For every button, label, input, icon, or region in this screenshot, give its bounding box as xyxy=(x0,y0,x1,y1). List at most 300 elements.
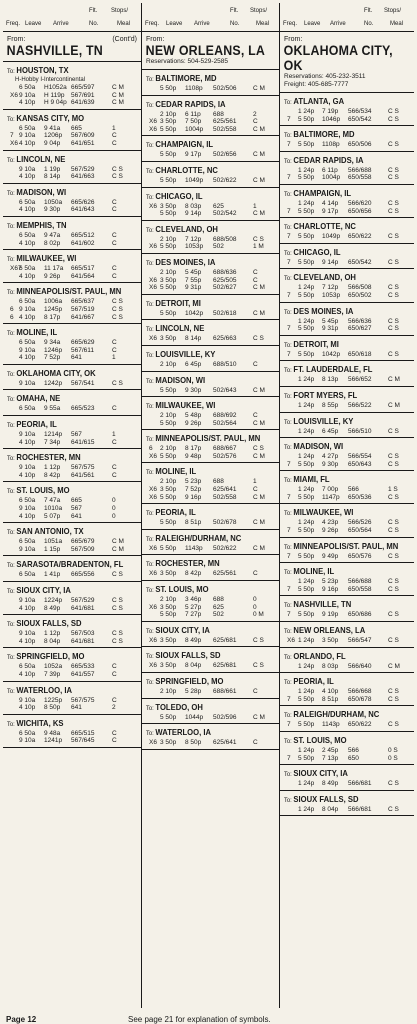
flight-flt: 567/691 xyxy=(71,91,95,99)
flight-meal: C M xyxy=(112,91,124,99)
flight-arrive: 9 31p xyxy=(185,284,202,292)
destination-block xyxy=(142,699,279,725)
flight-leave: 6 50a xyxy=(19,538,36,546)
flight-arrive: 9 48a xyxy=(44,729,61,737)
flight-row xyxy=(146,387,275,395)
flight-leave: 1 24p xyxy=(298,199,315,207)
header-flt: Flt. xyxy=(89,8,98,14)
flight-meal: C M xyxy=(253,210,265,218)
flight-arrive: 7 34p xyxy=(44,438,61,446)
flight-arrive: 3 46p xyxy=(185,596,202,604)
flight-freq: 7 xyxy=(287,460,291,468)
flight-leave: 4 10p xyxy=(19,313,36,321)
flight-leave: 5 50p xyxy=(160,419,177,427)
flight-leave: 5 50p xyxy=(160,243,177,251)
to-label: To: xyxy=(7,370,17,378)
flight-leave: 5 50p xyxy=(298,460,315,468)
flight-row xyxy=(7,597,137,605)
destination-city: ST. LOUIS, MO xyxy=(16,485,70,496)
flight-flt: 502 xyxy=(213,243,224,251)
destination-block xyxy=(280,538,414,564)
flight-freq: X6 xyxy=(149,486,157,494)
flight-meal: C S xyxy=(388,688,399,696)
flight-flt: 625/561 xyxy=(213,118,237,126)
destination-name xyxy=(146,584,262,596)
flight-leave: 3 50p xyxy=(160,603,177,611)
flight-flt: 502/558 xyxy=(213,125,237,133)
flight-leave: 5 50p xyxy=(298,174,315,182)
flight-row xyxy=(146,151,275,159)
flight-arrive: 9 26p xyxy=(185,419,202,427)
flight-meal: C S xyxy=(112,379,123,387)
flight-meal: 1 xyxy=(112,354,116,362)
flight-row xyxy=(7,199,137,207)
flight-meal: C xyxy=(112,346,117,354)
destination-city: SIOUX FALLS, SD xyxy=(16,618,82,629)
flight-leave: 2 10p xyxy=(160,360,177,368)
flight-arrive: 1 19p xyxy=(44,165,61,173)
flight-leave: 1 24p xyxy=(298,401,315,409)
flight-leave: 4 10p xyxy=(19,637,36,645)
flight-freq: 6 xyxy=(10,313,14,321)
to-label: To: xyxy=(284,392,294,400)
flight-leave: 1 24p xyxy=(298,805,315,813)
destination-block xyxy=(280,622,414,648)
flight-row xyxy=(146,177,275,185)
to-label: To: xyxy=(146,679,156,686)
to-label: To: xyxy=(146,101,156,109)
flight-flt: 650/558 xyxy=(348,585,372,593)
destination-name xyxy=(7,154,124,166)
destination-block xyxy=(142,254,279,295)
flight-arrive: 5 23p xyxy=(185,478,202,486)
flight-leave: 5 50p xyxy=(160,611,177,619)
destination-name xyxy=(284,247,397,259)
flight-flt: 641/561 xyxy=(71,471,95,479)
column-header xyxy=(3,3,141,32)
destination-block xyxy=(280,387,414,413)
destination-city: SPRINGFIELD, MO xyxy=(16,651,85,662)
to-label: To: xyxy=(284,132,294,140)
destination-name xyxy=(146,507,262,519)
flight-row xyxy=(284,453,410,461)
destination-block xyxy=(142,622,279,648)
destination-name xyxy=(146,349,262,361)
flight-meal: C S xyxy=(112,173,123,181)
header-freq: Freq. xyxy=(6,21,21,27)
flight-leave: 5 50p xyxy=(298,350,315,358)
destination-city: WATERLOO, IA xyxy=(16,684,72,695)
flight-row xyxy=(7,730,137,738)
flight-arrive: 7 12p xyxy=(322,284,339,292)
destination-name xyxy=(146,298,262,310)
flight-arrive: 9 17p xyxy=(185,151,202,159)
origin-info: Reservations: 405-232-3511 xyxy=(284,73,366,80)
flight-arrive: 7 50p xyxy=(185,118,202,126)
destination-city: TOLEDO, OH xyxy=(155,701,203,712)
to-label: To: xyxy=(146,535,156,543)
destination-block xyxy=(3,151,141,184)
flight-meal: 0 xyxy=(112,512,116,520)
flight-row xyxy=(146,453,275,461)
to-label: To: xyxy=(7,621,17,629)
flight-freq: 7 xyxy=(287,754,291,762)
destination-block xyxy=(280,126,414,152)
flight-freq: X6 xyxy=(10,139,18,147)
flight-flt: 566/526 xyxy=(348,519,372,527)
flight-leave: 1 24p xyxy=(298,747,315,754)
destination-city: MEMPHIS, TN xyxy=(16,219,67,230)
flight-meal: 2 xyxy=(253,110,257,118)
flight-leave: 5 50p xyxy=(298,585,315,593)
flight-leave: 5 50p xyxy=(160,176,177,184)
flight-row xyxy=(284,586,410,594)
flight-flt: 650/564 xyxy=(348,527,372,535)
flight-leave: 9 10a xyxy=(19,545,36,553)
flight-flt: 650/502 xyxy=(348,291,372,299)
destination-city: LINCOLN, NE xyxy=(16,153,66,164)
flight-leave: 4 10p xyxy=(19,438,36,446)
header-arrive: Arrive xyxy=(53,21,69,27)
to-label: To: xyxy=(284,569,294,577)
flight-arrive: 1052a xyxy=(44,663,63,671)
destination-city: CHICAGO, IL xyxy=(293,246,341,257)
destination-block xyxy=(280,152,414,185)
flight-leave: 6 50a xyxy=(19,663,36,671)
destination-block xyxy=(280,218,414,244)
destination-name xyxy=(7,526,124,538)
flight-flt: 625/505 xyxy=(213,276,237,284)
destination-name xyxy=(284,390,397,402)
flight-freq: 7 xyxy=(287,611,291,619)
flight-meal: C S xyxy=(388,527,399,535)
destination-name xyxy=(7,485,124,497)
flight-meal: 0 xyxy=(112,505,116,513)
destination-city: BALTIMORE, MD xyxy=(293,129,355,140)
flight-leave: 4 10p xyxy=(19,704,36,712)
destination-name xyxy=(284,306,397,318)
to-label: To: xyxy=(146,403,156,411)
flight-row xyxy=(7,497,137,505)
flight-leave: 6 50a xyxy=(19,729,36,737)
to-label: To: xyxy=(146,300,156,308)
flight-meal: C S xyxy=(112,571,123,579)
to-label: To: xyxy=(146,326,156,334)
header-no: No. xyxy=(89,21,99,27)
flight-meal: C S xyxy=(388,115,399,123)
flight-arrive: 1225p xyxy=(44,696,63,704)
flight-row xyxy=(7,84,137,92)
flight-row xyxy=(146,412,275,420)
destination-block xyxy=(280,269,414,302)
flight-row xyxy=(7,405,137,413)
flight-flt: 502/678 xyxy=(213,519,237,527)
flight-arrive: 8 04p xyxy=(322,805,339,813)
to-label: To: xyxy=(146,351,156,359)
destination-block xyxy=(3,556,141,582)
flight-leave: 5 50p xyxy=(160,284,177,292)
flight-flt: 566/681 xyxy=(348,780,372,788)
flight-leave: 4 10p xyxy=(19,272,36,280)
to-label: To: xyxy=(7,289,17,297)
flight-freq: X6 xyxy=(149,662,157,670)
destination-name xyxy=(284,651,397,663)
flight-leave: 1 24p xyxy=(298,662,315,670)
destination-name xyxy=(7,685,124,697)
flight-meal: C S xyxy=(253,662,264,670)
flight-row xyxy=(146,445,275,453)
destination-name xyxy=(146,224,262,236)
destination-block xyxy=(142,555,279,581)
flight-freq: X6 xyxy=(149,493,157,501)
flight-meal: C xyxy=(253,360,258,368)
flight-leave: 5 50p xyxy=(298,207,315,215)
flight-meal: C S xyxy=(112,637,123,645)
destination-city: OMAHA, NE xyxy=(16,393,61,404)
destination-name xyxy=(284,155,397,167)
flight-freq: X6 xyxy=(149,452,157,460)
destination-block xyxy=(280,413,414,439)
flight-flt: 502/542 xyxy=(213,210,237,218)
destination-city: CEDAR RAPIDS, IA xyxy=(293,154,364,165)
flight-meal: 1 xyxy=(253,202,257,210)
destination-city: RALEIGH/DURHAM, NC xyxy=(293,709,380,720)
flight-arrive: 9 16p xyxy=(322,585,339,593)
flight-meal: C M xyxy=(253,284,265,292)
flight-arrive: 9 48p xyxy=(185,452,202,460)
flight-row xyxy=(7,314,137,322)
flight-flt: 502/596 xyxy=(213,713,237,721)
flight-meal: C S xyxy=(388,350,399,358)
destination-city: HOUSTON, TX xyxy=(16,65,69,75)
to-label: To: xyxy=(146,469,156,477)
flight-row xyxy=(7,140,137,148)
destination-block xyxy=(280,596,414,622)
flight-leave: 2 10p xyxy=(160,268,177,276)
flight-leave: 1 24p xyxy=(298,780,315,788)
flight-arrive: 8 04p xyxy=(44,637,61,645)
flight-meal: C S xyxy=(388,493,399,501)
flight-leave: 5 50p xyxy=(160,713,177,721)
flight-arrive: 4 27p xyxy=(322,453,339,461)
flight-meal: C xyxy=(112,231,117,239)
header-meal: Meal xyxy=(117,21,131,27)
destination-name xyxy=(284,768,397,780)
flight-freq: X6 xyxy=(287,637,295,645)
origin-info: Reservations: 504-529-2585 xyxy=(146,58,229,65)
flight-flt: 566/668 xyxy=(348,688,372,696)
flight-flt: 641/564 xyxy=(71,272,95,280)
flight-flt: 567/575 xyxy=(71,696,95,704)
flight-row xyxy=(284,527,410,535)
flight-leave: 4 10p xyxy=(19,173,36,181)
flight-flt: 650/643 xyxy=(348,460,372,468)
flight-arrive: 1006a xyxy=(44,298,63,306)
destination-block xyxy=(142,188,279,221)
flight-row xyxy=(284,428,410,436)
to-label: To: xyxy=(284,341,294,349)
destination-city: MILWAUKEE, WI xyxy=(293,507,354,518)
flight-freq: 7 xyxy=(287,695,291,703)
flight-flt: 502/618 xyxy=(213,309,237,317)
flight-meal: C S xyxy=(388,207,399,215)
flight-flt: 567/611 xyxy=(71,346,95,354)
destination-name xyxy=(284,735,397,747)
flight-meal: C xyxy=(112,471,117,479)
to-label: To: xyxy=(7,588,17,595)
flight-leave: 2 10p xyxy=(160,596,177,604)
destination-block xyxy=(280,438,414,471)
flight-freq: X6 xyxy=(149,118,157,126)
flight-leave: 6 50a xyxy=(19,198,36,206)
flight-meal: C S xyxy=(388,199,399,207)
flight-flt: 641/615 xyxy=(71,438,95,446)
flight-row xyxy=(146,637,275,645)
flight-meal: C M xyxy=(253,493,265,501)
destination-block xyxy=(3,365,141,391)
flight-meal: C xyxy=(112,729,117,737)
destination-city: WATERLOO, IA xyxy=(155,727,211,738)
flight-row xyxy=(284,486,410,494)
flight-freq: X6 xyxy=(149,243,157,251)
flight-freq: X67 xyxy=(10,265,22,273)
flight-meal: C xyxy=(112,272,117,280)
flight-meal: C S xyxy=(112,165,123,173)
flight-freq: 6 xyxy=(149,445,153,453)
flight-arrive: 11 17a xyxy=(44,265,64,273)
destination-block xyxy=(142,430,279,463)
flight-meal: C M xyxy=(253,452,265,460)
to-label: To: xyxy=(146,193,156,201)
flight-arrive: 7 55p xyxy=(185,276,202,284)
flight-leave: 6 50a xyxy=(19,265,36,273)
flight-flt: 665/517 xyxy=(71,265,95,273)
flight-flt: 641/602 xyxy=(71,239,95,247)
flight-flt: 567 xyxy=(71,431,82,439)
origin-city-title: OKLAHOMA CITY, xyxy=(283,43,393,58)
flight-flt: 650/558 xyxy=(348,174,372,182)
flight-flt: 566/636 xyxy=(348,317,372,325)
flight-meal: C M xyxy=(388,662,400,670)
flight-flt: 650/627 xyxy=(348,325,372,333)
destination-name xyxy=(146,433,262,445)
destination-city: MIAMI, FL xyxy=(293,474,330,485)
flight-flt: 502/656 xyxy=(213,151,237,159)
flight-meal: C xyxy=(112,132,117,140)
flight-flt: 688/661 xyxy=(213,688,237,695)
flight-row xyxy=(146,85,275,93)
flight-leave: 4 10p xyxy=(19,206,36,214)
flight-leave: 3 50p xyxy=(160,118,177,126)
flight-freq: 7 xyxy=(287,350,291,358)
flight-leave: 9 10a xyxy=(19,431,36,439)
flight-arrive: 9 30p xyxy=(322,460,339,468)
flight-meal: C M xyxy=(253,544,265,552)
destination-note: H-Hobby I-Intercontinental xyxy=(15,77,86,83)
destination-block xyxy=(280,471,414,504)
flight-row xyxy=(7,431,137,439)
destination-city: SIOUX FALLS, SD xyxy=(293,793,359,804)
flight-meal: C xyxy=(112,696,117,704)
flight-flt: 502/622 xyxy=(213,176,237,184)
flight-leave: 1 24p xyxy=(298,108,315,115)
flight-arrive: 9 19p xyxy=(322,611,339,619)
column-2 xyxy=(142,3,280,1008)
flight-meal: 1 xyxy=(253,478,257,486)
flight-flt: 567/645 xyxy=(71,737,95,745)
from-label: From: xyxy=(7,36,26,43)
flight-leave: 5 50p xyxy=(298,721,315,729)
flight-meal: C xyxy=(112,198,117,206)
flight-meal: 0 xyxy=(253,596,257,604)
flight-leave: 1 24p xyxy=(298,317,315,325)
destination-city: MOLINE, IL xyxy=(155,466,197,477)
flight-arrive: 1 12p xyxy=(44,464,61,472)
to-label: To: xyxy=(284,679,294,687)
flight-arrive: 8 04p xyxy=(185,662,202,670)
destination-city: SIOUX CITY, IA xyxy=(155,624,210,635)
flight-row xyxy=(284,578,410,586)
flight-row xyxy=(146,210,275,218)
flight-arrive: H 119p xyxy=(44,91,65,99)
flight-leave: 2 10p xyxy=(160,445,177,453)
flight-arrive: 2 45p xyxy=(322,747,339,754)
flight-arrive: 7 00p xyxy=(322,486,339,494)
flight-leave: 4 10p xyxy=(19,239,36,247)
flight-freq: 7 xyxy=(287,115,291,123)
flight-meal: C M xyxy=(112,538,124,546)
to-label: To: xyxy=(284,543,294,551)
flight-meal: 1 M xyxy=(253,243,264,251)
to-label: To: xyxy=(284,444,294,452)
to-label: To: xyxy=(7,330,17,338)
flight-freq: 7 xyxy=(287,258,291,266)
origin-city-title: NASHVILLE, TN xyxy=(6,43,103,58)
flight-flt: 665/637 xyxy=(71,298,95,306)
destination-city: SIOUX CITY, IA xyxy=(16,585,71,595)
destination-name xyxy=(284,339,397,351)
destination-city: MINNEAPOLIS/ST. PAUL, MN xyxy=(155,433,261,444)
flight-arrive: 5 48p xyxy=(185,412,202,420)
flight-arrive: 1 12p xyxy=(44,630,61,638)
destination-city: MADISON, WI xyxy=(16,186,67,197)
flight-meal: C M xyxy=(112,99,124,107)
flight-flt: 650/678 xyxy=(348,695,372,703)
header-leave: Leave xyxy=(25,21,42,27)
destination-name xyxy=(284,566,397,578)
to-label: To: xyxy=(284,510,294,518)
flight-meal: C S xyxy=(112,305,123,313)
destination-city: ROCHESTER, MN xyxy=(16,452,81,463)
flight-row xyxy=(146,688,275,696)
flight-meal: C S xyxy=(253,636,264,644)
flight-flt: 502/506 xyxy=(213,85,237,92)
destination-name xyxy=(146,558,262,570)
destination-block xyxy=(3,582,141,615)
flight-flt: 625/641 xyxy=(213,739,237,747)
flight-freq: 6 xyxy=(10,305,14,313)
destination-city: KANSAS CITY, MO xyxy=(16,112,85,123)
flight-arrive: 4 10p xyxy=(322,688,339,696)
flight-row xyxy=(7,166,137,174)
flight-meal: C M xyxy=(388,401,400,409)
flight-meal: C S xyxy=(112,298,123,306)
flight-flt: 625 xyxy=(213,202,224,210)
flight-meal: C M xyxy=(253,713,265,721)
flight-arrive: 1 41p xyxy=(44,571,61,579)
destination-block xyxy=(142,295,279,321)
flight-row xyxy=(284,402,410,410)
